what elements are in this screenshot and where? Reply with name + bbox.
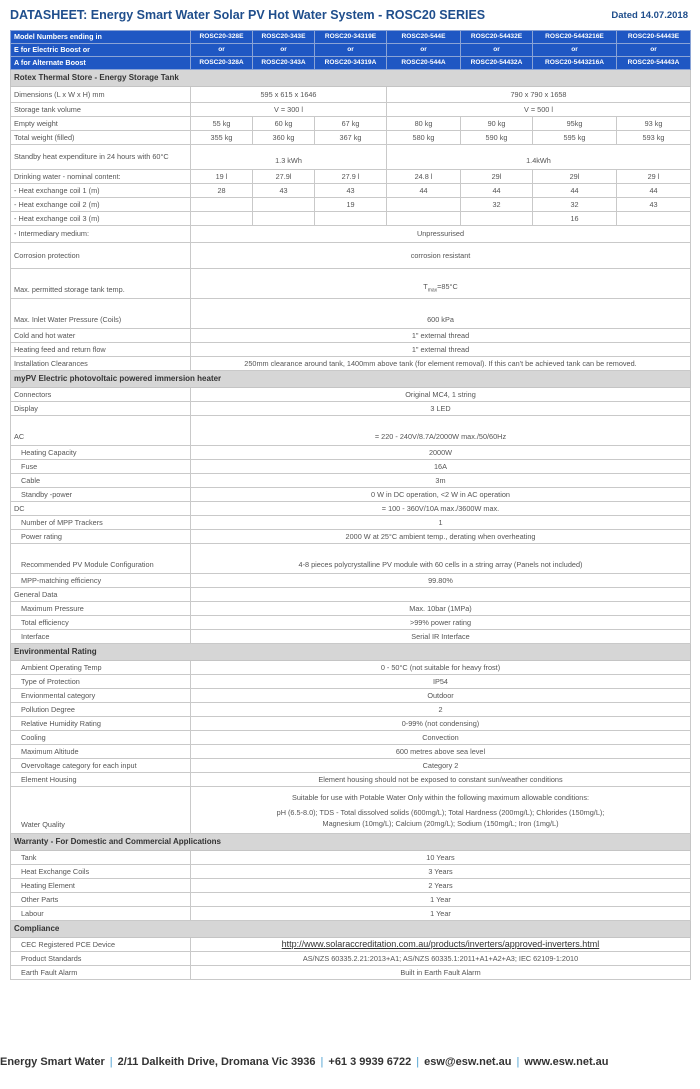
row-label: General Data — [11, 588, 191, 602]
table-row — [11, 388, 691, 402]
table-row — [11, 773, 691, 787]
table-row — [11, 416, 691, 446]
cell: 28 — [191, 184, 253, 198]
separator: | — [516, 1056, 520, 1068]
temp-value: =85°C — [437, 281, 458, 291]
model-a-4: ROSC20-544A — [387, 57, 461, 70]
row-value: 2 Years — [191, 879, 691, 893]
row-value: 1 Year — [191, 907, 691, 921]
cell: 360 kg — [253, 131, 315, 145]
footer — [0, 1056, 700, 1068]
model-label-line-2: E for Electric Boost or — [11, 44, 191, 57]
model-a-5: ROSC20-54432A — [461, 57, 533, 70]
model-header-row — [11, 44, 691, 57]
model-label-line-3: A for Alternate Boost — [11, 57, 191, 70]
table-row — [11, 544, 691, 574]
document-title: DATASHEET: Energy Smart Water Solar PV Hot Water System - ROSC20 SERIES — [10, 8, 486, 22]
cell: 593 kg — [617, 131, 691, 145]
row-label: Water Quality — [11, 787, 191, 834]
table-row — [11, 689, 691, 703]
row-value — [191, 787, 691, 834]
model-or: or — [617, 44, 691, 57]
row-value — [191, 588, 691, 602]
row-label: Pollution Degree — [11, 703, 191, 717]
table-row — [11, 938, 691, 952]
row-label: Type of Protection — [11, 675, 191, 689]
row-label: Relative Humidity Rating — [11, 717, 191, 731]
model-e-1: ROSC20-328E — [191, 31, 253, 44]
cell: 43 — [617, 198, 691, 212]
section-title: Compliance — [11, 921, 691, 938]
row-label: AC — [11, 416, 191, 446]
row-value — [191, 938, 691, 952]
row-label: Heating feed and return flow — [11, 343, 191, 357]
cell: 355 kg — [191, 131, 253, 145]
row-value: 0-99% (not condensing) — [191, 717, 691, 731]
model-or: or — [533, 44, 617, 57]
row-value: 1 — [191, 516, 691, 530]
model-or: or — [191, 44, 253, 57]
row-value: 3 Years — [191, 865, 691, 879]
model-a-7: ROSC20-54443A — [617, 57, 691, 70]
row-value: 2000 W at 25°C ambient temp., derating when overheating — [191, 530, 691, 544]
row-label: Heating Capacity — [11, 446, 191, 460]
cell: 27.9 l — [315, 170, 387, 184]
row-label: - Heat exchange coil 1 (m) — [11, 184, 191, 198]
row-label: MPP-matching efficiency — [11, 574, 191, 588]
row-label: - Heat exchange coil 3 (m) — [11, 212, 191, 226]
cec-approved-inverters-link[interactable]: http://www.solaraccreditation.com.au/products/inverters/approved-inverters.html — [281, 939, 600, 949]
water-quality-line3: Magnesium (10mg/L); Calcium (20mg/L); Sodium (150mg/L; Iron (1mg/L) — [322, 818, 559, 828]
footer-website[interactable]: www.esw.net.au — [524, 1056, 609, 1068]
model-or: or — [253, 44, 315, 57]
row-label: Other Parts — [11, 893, 191, 907]
row-value: Convection — [191, 731, 691, 745]
datasheet-table — [10, 30, 691, 980]
row-label: Total efficiency — [11, 616, 191, 630]
row-label: Element Housing — [11, 773, 191, 787]
table-row — [11, 661, 691, 675]
model-e-3: ROSC20-34319E — [315, 31, 387, 44]
cell: 43 — [315, 184, 387, 198]
table-row — [11, 145, 691, 170]
row-value: Serial IR Interface — [191, 630, 691, 644]
row-value: 3 LED — [191, 402, 691, 416]
row-value: Max. 10bar (1MPa) — [191, 602, 691, 616]
model-header-row — [11, 57, 691, 70]
table-row — [11, 402, 691, 416]
table-row — [11, 357, 691, 371]
cell — [387, 212, 461, 226]
title-bar — [10, 8, 690, 26]
table-row — [11, 717, 691, 731]
table-row — [11, 893, 691, 907]
cell: 55 kg — [191, 117, 253, 131]
table-row — [11, 602, 691, 616]
row-value: = 220 - 240V/8.7A/2000W max./50/60Hz — [191, 416, 691, 446]
row-label: Recommended PV Module Configuration — [11, 544, 191, 574]
row-value: 2 — [191, 703, 691, 717]
table-row — [11, 460, 691, 474]
row-label: Drinking water - nominal content: — [11, 170, 191, 184]
cell: 90 kg — [461, 117, 533, 131]
temp-subscript: max — [427, 287, 438, 293]
table-row — [11, 198, 691, 212]
table-row — [11, 446, 691, 460]
section-title: Environmental Rating — [11, 644, 691, 661]
table-row — [11, 879, 691, 893]
model-a-6: ROSC20-5443216A — [533, 57, 617, 70]
value-500l: V = 500 l — [387, 103, 691, 117]
row-label: Overvoltage category for each input — [11, 759, 191, 773]
cell: 44 — [461, 184, 533, 198]
row-label: Dimensions (L x W x H) mm — [11, 87, 191, 103]
row-label: Number of MPP Trackers — [11, 516, 191, 530]
table-row — [11, 675, 691, 689]
table-row — [11, 474, 691, 488]
row-label: CEC Registered PCE Device — [11, 938, 191, 952]
row-label: Installation Clearances — [11, 357, 191, 371]
table-row — [11, 616, 691, 630]
table-row — [11, 488, 691, 502]
table-row — [11, 966, 691, 980]
cell: 29l — [461, 170, 533, 184]
table-row — [11, 184, 691, 198]
row-label: - Heat exchange coil 2 (m) — [11, 198, 191, 212]
row-value: 0 - 50°C (not suitable for heavy frost) — [191, 661, 691, 675]
cell: 80 kg — [387, 117, 461, 131]
value-500l: 1.4kWh — [387, 145, 691, 170]
row-value: 10 Years — [191, 851, 691, 865]
cell: 29 l — [617, 170, 691, 184]
separator: | — [320, 1056, 324, 1068]
separator: | — [109, 1056, 113, 1068]
row-label: Cold and hot water — [11, 329, 191, 343]
table-row — [11, 103, 691, 117]
cell: 16 — [533, 212, 617, 226]
temp-symbol: T — [423, 281, 428, 291]
table-row — [11, 530, 691, 544]
table-row — [11, 329, 691, 343]
cell: 60 kg — [253, 117, 315, 131]
row-label: Corrosion protection — [11, 243, 191, 269]
cell: 44 — [617, 184, 691, 198]
cell — [461, 212, 533, 226]
row-value: 250mm clearance around tank, 1400mm above tank (for element removal). If this can't be achieved tank can be removed. — [191, 357, 691, 371]
row-value: AS/NZS 60335.2.21:2013+A1; AS/NZS 60335.1:2011+A1+A2+A3; IEC 62109-1:2010 — [191, 952, 691, 966]
model-e-4: ROSC20-544E — [387, 31, 461, 44]
row-label: Cable — [11, 474, 191, 488]
row-value: Original MC4, 1 string — [191, 388, 691, 402]
row-label: Connectors — [11, 388, 191, 402]
cell: 29l — [533, 170, 617, 184]
section-header-mypv — [11, 371, 691, 388]
cell — [191, 212, 253, 226]
row-label: Power rating — [11, 530, 191, 544]
row-label: Earth Fault Alarm — [11, 966, 191, 980]
table-row — [11, 865, 691, 879]
row-label: Max. Inlet Water Pressure (Coils) — [11, 299, 191, 329]
model-or: or — [461, 44, 533, 57]
footer-address: 2/11 Dalkeith Drive, Dromana Vic 3936 — [117, 1056, 316, 1068]
row-label: Total weight (filled) — [11, 131, 191, 145]
cell — [315, 212, 387, 226]
water-quality-line1: Suitable for use with Potable Water Only within the following maximum allowable conditions: — [291, 792, 590, 802]
footer-company: Energy Smart Water — [0, 1056, 105, 1068]
table-row — [11, 226, 691, 243]
cell: 93 kg — [617, 117, 691, 131]
table-row — [11, 502, 691, 516]
row-label: Standby heat expenditure in 24 hours with 60°C — [11, 145, 191, 170]
row-label: Tank — [11, 851, 191, 865]
row-value: Element housing should not be exposed to constant sun/weather conditions — [191, 773, 691, 787]
separator: | — [416, 1056, 420, 1068]
cell: 367 kg — [315, 131, 387, 145]
table-row — [11, 243, 691, 269]
table-row — [11, 851, 691, 865]
model-e-7: ROSC20-54443E — [617, 31, 691, 44]
cell: 19 l — [191, 170, 253, 184]
table-row — [11, 87, 691, 103]
cell: 67 kg — [315, 117, 387, 131]
cell — [387, 198, 461, 212]
row-label: Display — [11, 402, 191, 416]
cell: 595 kg — [533, 131, 617, 145]
table-row — [11, 299, 691, 329]
value-500l: 790 x 790 x 1658 — [387, 87, 691, 103]
table-row — [11, 703, 691, 717]
table-row — [11, 759, 691, 773]
cell: 24.8 l — [387, 170, 461, 184]
section-header-warranty — [11, 834, 691, 851]
section-header-environment — [11, 644, 691, 661]
row-value: = 100 - 360V/10A max./3600W max. — [191, 502, 691, 516]
row-value: 600 kPa — [191, 299, 691, 329]
table-row — [11, 574, 691, 588]
row-label: Maximum Altitude — [11, 745, 191, 759]
row-value: IP54 — [191, 675, 691, 689]
row-value: Built in Earth Fault Alarm — [191, 966, 691, 980]
table-row — [11, 117, 691, 131]
row-label: Storage tank volume — [11, 103, 191, 117]
row-label: Cooling — [11, 731, 191, 745]
row-label: Maximum Pressure — [11, 602, 191, 616]
cell: 32 — [461, 198, 533, 212]
model-e-5: ROSC20-54432E — [461, 31, 533, 44]
section-header-tank — [11, 70, 691, 87]
row-value: 3m — [191, 474, 691, 488]
model-or: or — [315, 44, 387, 57]
row-label: DC — [11, 502, 191, 516]
table-row — [11, 745, 691, 759]
water-quality-line2: pH (6.5-8.0); TDS - Total dissolved solids (600mg/L); Total Hardness (200mg/L); Chlorides (150mg/L); — [276, 807, 605, 817]
model-label-line-1: Model Numbers ending in — [11, 31, 191, 44]
value-300l: 1.3 kWh — [191, 145, 387, 170]
cell: 44 — [533, 184, 617, 198]
model-e-6: ROSC20-5443216E — [533, 31, 617, 44]
row-label: Ambient Operating Temp — [11, 661, 191, 675]
row-value: >99% power rating — [191, 616, 691, 630]
cell — [253, 198, 315, 212]
table-row — [11, 343, 691, 357]
section-title: myPV Electric photovoltaic powered immersion heater — [11, 371, 691, 388]
value-300l: V = 300 l — [191, 103, 387, 117]
row-value: Unpressurised — [191, 226, 691, 243]
table-row — [11, 588, 691, 602]
row-value: 0 W in DC operation, <2 W in AC operation — [191, 488, 691, 502]
cell: 580 kg — [387, 131, 461, 145]
table-row — [11, 731, 691, 745]
row-label: Labour — [11, 907, 191, 921]
cell — [253, 212, 315, 226]
table-row — [11, 131, 691, 145]
value-300l: 595 x 615 x 1646 — [191, 87, 387, 103]
model-or: or — [387, 44, 461, 57]
table-row — [11, 170, 691, 184]
model-a-2: ROSC20-343A — [253, 57, 315, 70]
row-value: 1" external thread — [191, 343, 691, 357]
model-a-1: ROSC20-328A — [191, 57, 253, 70]
row-label: Standby -power — [11, 488, 191, 502]
section-header-compliance — [11, 921, 691, 938]
row-label: Empty weight — [11, 117, 191, 131]
cell: 43 — [253, 184, 315, 198]
model-e-2: ROSC20-343E — [253, 31, 315, 44]
section-title: Rotex Thermal Store - Energy Storage Tank — [11, 70, 691, 87]
row-value — [191, 269, 691, 299]
row-value: Category 2 — [191, 759, 691, 773]
cell — [617, 212, 691, 226]
row-value: 1" external thread — [191, 329, 691, 343]
table-row — [11, 269, 691, 299]
cell: 19 — [315, 198, 387, 212]
footer-phone: +61 3 9939 6722 — [328, 1056, 412, 1068]
row-value: Outdoor — [191, 689, 691, 703]
row-label: Max. permitted storage tank temp. — [11, 269, 191, 299]
footer-email[interactable]: esw@esw.net.au — [424, 1056, 512, 1068]
row-label: Product Standards — [11, 952, 191, 966]
table-row — [11, 212, 691, 226]
table-row — [11, 907, 691, 921]
row-value: 16A — [191, 460, 691, 474]
row-value: 99.80% — [191, 574, 691, 588]
table-row — [11, 630, 691, 644]
row-label: Heating Element — [11, 879, 191, 893]
table-row — [11, 952, 691, 966]
row-value: 4-8 pieces polycrystalline PV module with 60 cells in a string array (Panels not included) — [191, 544, 691, 574]
row-label: - Intermediary medium: — [11, 226, 191, 243]
cell: 44 — [387, 184, 461, 198]
row-label: Heat Exchange Coils — [11, 865, 191, 879]
cell — [191, 198, 253, 212]
row-label: Envionmental category — [11, 689, 191, 703]
row-value: 1 Year — [191, 893, 691, 907]
model-header-row — [11, 31, 691, 44]
cell: 27.9l — [253, 170, 315, 184]
document-date: Dated 14.07.2018 — [611, 10, 688, 21]
section-title: Warranty - For Domestic and Commercial Applications — [11, 834, 691, 851]
model-a-3: ROSC20-34319A — [315, 57, 387, 70]
cell: 32 — [533, 198, 617, 212]
cell: 590 kg — [461, 131, 533, 145]
table-row — [11, 787, 691, 834]
cell: 95kg — [533, 117, 617, 131]
row-label: Fuse — [11, 460, 191, 474]
row-value: 600 metres above sea level — [191, 745, 691, 759]
row-label: Interface — [11, 630, 191, 644]
row-value: corrosion resistant — [191, 243, 691, 269]
table-row — [11, 516, 691, 530]
row-value: 2000W — [191, 446, 691, 460]
